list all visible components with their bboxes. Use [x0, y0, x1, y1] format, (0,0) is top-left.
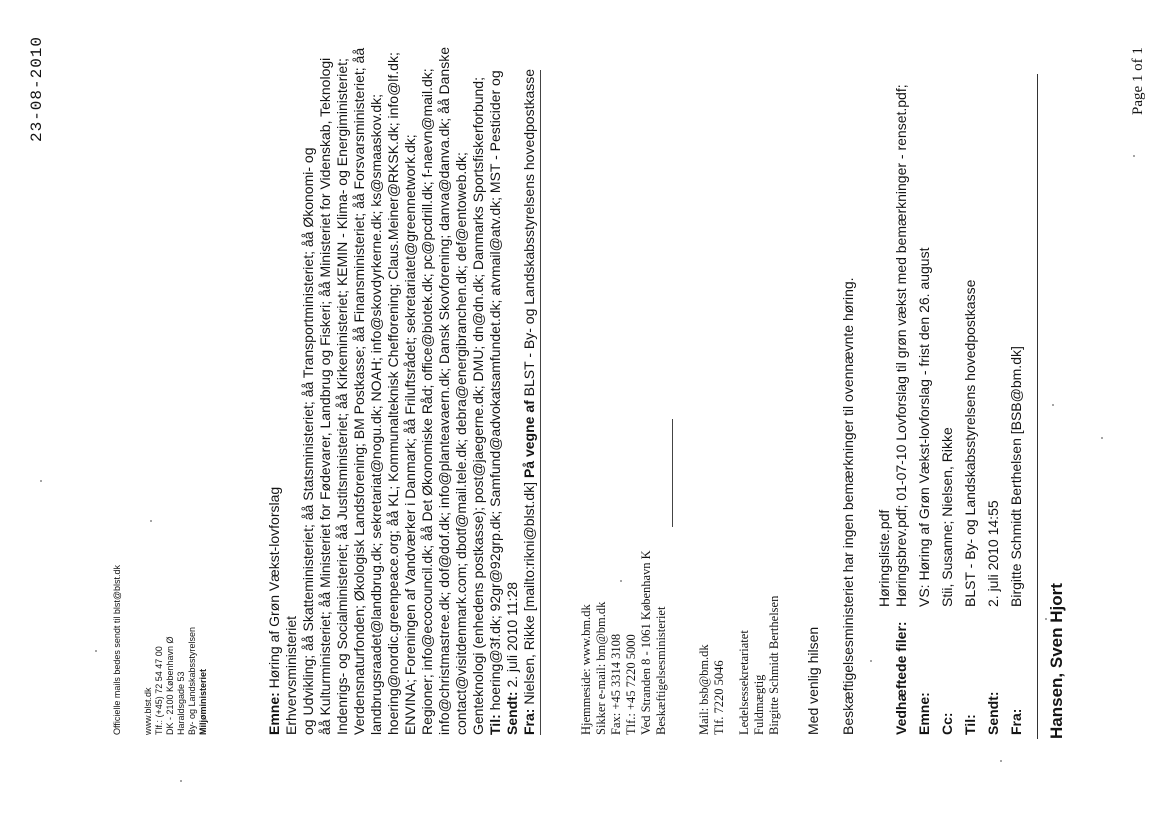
signature-unit: Ledelsessekretariatet — [737, 630, 751, 735]
to-label: Til: — [962, 714, 978, 735]
signature-title: Fuldmægtig — [752, 674, 766, 735]
attachments-label: Vedhæftede filer: — [893, 621, 909, 735]
subject-label: Emne: — [916, 692, 932, 735]
forward-divider — [540, 70, 541, 735]
forwarded-subject-line — [266, 487, 283, 735]
footer-street: Haraldsgade 53 — [176, 671, 186, 735]
recipient-line: Genteknologi (enhedens postkasse); post@jaegerne.dk; DMU; dn@dn.dk; Danmarks Sportsfiskerforbund; — [470, 77, 486, 735]
recipient-line: hoering@3f.dk; 92gr@92grp.dk; Samfund@advokatsamfundet.dk; atvmail@atv.dk; MST - Pesticider og — [487, 70, 503, 711]
recipient-line: info@christmastree.dk; dof@dof.dk; info@planteavaern.dk; Dansk Skovforening; danva@danva.dk; åå Danske — [436, 47, 452, 735]
page-indicator: Page 1 of 1 — [1130, 47, 1146, 115]
signature-org: Beskæftigelsesministeriet — [654, 606, 668, 735]
forwarded-from-label: Fra: — [521, 708, 537, 735]
scan-speck — [40, 480, 42, 482]
scan-speck — [1045, 618, 1047, 620]
signature-divider — [672, 419, 673, 527]
cc-value: Stii, Susanne; Nielsen, Rikke — [939, 427, 955, 607]
to-value: BLST - By- og Landskabsstyrelsens hovedpostkasse — [962, 279, 978, 607]
scan-speck — [180, 780, 182, 782]
on-behalf-value: BLST - By- og Landskabsstyrelsens hovedpostkasse — [521, 68, 537, 397]
recipient-line: Verdensnaturfonden; Økologisk Landsforening; BM Postkasse; åå Finansministeriet; åå Forsvarsministeriet; åå — [351, 47, 367, 735]
attachment-files-line-2: Høringsliste.pdf — [876, 509, 892, 607]
scan-speck — [1052, 404, 1054, 406]
forwarded-to-line — [487, 70, 504, 735]
signature-name: Birgitte Schmidt Berthelsen — [767, 595, 781, 735]
footer-ministry: Miljøministeriet — [198, 668, 208, 735]
forwarded-subject-label: Emne: — [266, 692, 282, 735]
scan-speck — [150, 520, 152, 522]
forwarded-sent-value: 2. juli 2010 11:28 — [504, 581, 520, 688]
scan-speck — [1000, 760, 1002, 762]
recipient-line: Regioner; info@ecocouncil.dk; åå Det Økonomiske Råd; office@biotek.dk; pc@pcdrill.dk; f-naevn@mail.dk; — [419, 68, 435, 735]
forwarded-from-value: Nielsen, Rikke [mailto:rikni@blst.dk] — [521, 481, 537, 705]
forwarded-from-line — [521, 69, 538, 735]
date-stamp: 23-08-2010 — [28, 35, 46, 142]
recipient-line: Erhvervsministeriet — [283, 615, 299, 735]
recipient-line: og Udvikling; åå Skatteministeriet; åå Statsministeriet; åå Transportministeriet; åå Økonomi- og — [300, 147, 316, 735]
scan-speck — [870, 660, 872, 662]
recipient-line: contact@visitdenmark.com; dbotf@mail.tele.dk; debra@energibranchen.dk; def@entoweb.dk; — [453, 152, 469, 735]
signature-mail: Mail: bsb@bm.dk — [697, 644, 711, 735]
forwarded-subject-value: Høring af Grøn Vækst-lovforslag — [266, 486, 282, 689]
recipient-line: ENVINA; Foreningen af Vandværker i Danmark; åå Friluftsrådet; sekretariatet@greennetwork.dk; — [402, 134, 418, 735]
recipient-line: hoering@nordic.greenpeace.org; åå KL; Kommunalteknisk Chefforening; Claus.Meiner@RKSK.dk; info@lf.dk; — [385, 52, 401, 735]
header-divider — [1037, 74, 1038, 739]
footer-note: Officielle mails bedes sendt til blst@blst.dk — [112, 564, 122, 735]
scan-speck — [1133, 155, 1135, 157]
body-text: Beskæftigelsesministeriet har ingen bemærkninger til ovennævnte høring. — [840, 277, 856, 735]
signature-fax: Fax: +45 3314 3108 — [609, 633, 623, 735]
attachment-files-line-1: Høringsbrev.pdf; 01-07-10 Lovforslag til grøn vækst med bemærkninger - renset.pdf; — [893, 84, 909, 607]
footer-phone: Tlf.: (+45) 72 54 47 00 — [154, 646, 164, 735]
footer-agency: By- og Landskabsstyrelsen — [187, 626, 197, 735]
recipient-line: åå Kulturministeriet; åå Ministeriet for Fødevarer, Landbrug og Fiskeri; åå Ministeriet for Videnskab, Teknologi — [317, 57, 333, 735]
scan-speck — [95, 650, 97, 652]
scan-speck — [1101, 437, 1103, 439]
sender-name: Hansen, Sven Hjort — [1047, 583, 1066, 739]
signature-address: Ved Stranden 8 - 1061 København K — [639, 550, 653, 735]
recipient-line: Indenrigs- og Socialministeriet; åå Justitsministeriet; åå Kirkeministeriet; KEMIN - Klima- og Energiministeriet; — [334, 58, 350, 735]
signature-website: Hjemmeside: www.bm.dk — [579, 604, 593, 735]
on-behalf-label: På vegne af — [521, 400, 537, 479]
from-label: Fra: — [1008, 708, 1024, 735]
sent-label: Sendt: — [985, 691, 1001, 735]
forwarded-to-label: Til: — [487, 714, 503, 735]
recipient-line: landbrugsraadet@landbrug.dk; sekretariat@nogu.dk; NOAH; info@skovdyrkerne.dk; ks@smaaskov.dk; — [368, 94, 384, 735]
forwarded-sent-label: Sendt: — [504, 691, 520, 735]
sent-value: 2. juli 2010 14:55 — [985, 500, 1001, 607]
from-value: Birgitte Schmidt Berthelsen [BSB@bm.dk] — [1008, 346, 1024, 607]
greeting: Med venlig hilsen — [805, 626, 821, 735]
subject-value: VS: Høring af Grøn Vækst-lovforslag - frist den 26. august — [916, 247, 932, 607]
signature-secure-mail: Sikker e-mail: bm@bm.dk — [594, 601, 608, 735]
scan-speck — [620, 580, 622, 582]
footer-city: DK - 2100 København Ø — [165, 636, 175, 735]
signature-phone: Tlf. 7220 5046 — [712, 660, 726, 735]
signature-tel: Tlf.: +45 7220 5000 — [624, 634, 638, 735]
footer-web: www.blst.dk — [143, 687, 153, 735]
cc-label: Cc: — [939, 712, 955, 735]
forwarded-sent-line — [504, 582, 521, 735]
